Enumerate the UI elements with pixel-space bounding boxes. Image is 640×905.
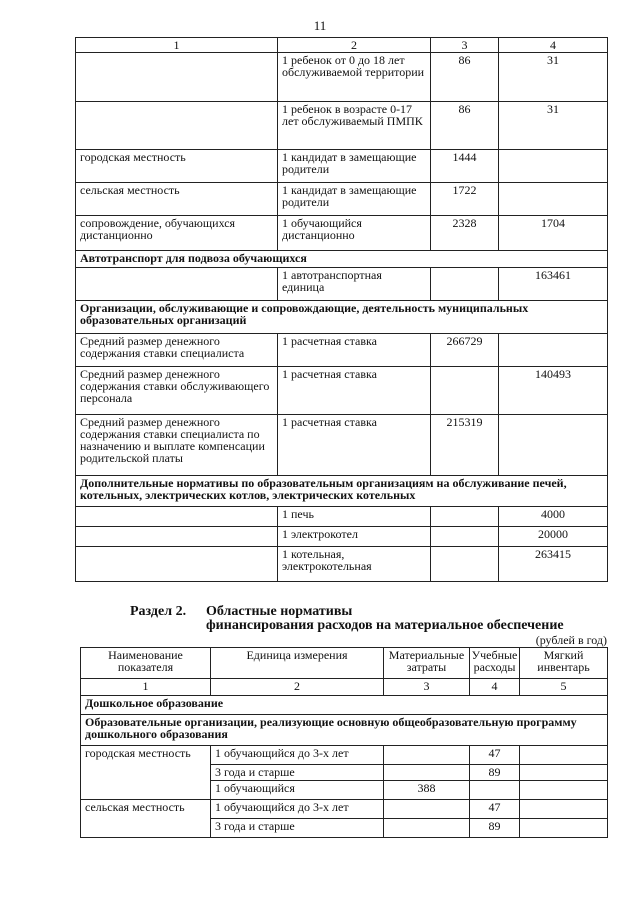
value-cell: 266729 bbox=[431, 334, 499, 367]
header-cell: 4 bbox=[499, 38, 608, 53]
value-cell bbox=[431, 547, 499, 582]
unit-cell: 1 кандидат в замещающие родители bbox=[278, 150, 431, 183]
section-title bbox=[130, 605, 564, 633]
value-cell bbox=[384, 765, 470, 781]
value-cell bbox=[499, 150, 608, 183]
value-cell: 2328 bbox=[431, 216, 499, 251]
section-row bbox=[76, 251, 608, 268]
indicator-cell: сельская местность bbox=[76, 183, 278, 216]
header-cell: Наименование показателя bbox=[81, 648, 211, 679]
table-row bbox=[76, 216, 608, 251]
section-heading: Образовательные организации, реализующие основную общеобразовательную программу дошкольного образования bbox=[81, 715, 608, 746]
table-header-row bbox=[81, 648, 608, 679]
table-row bbox=[76, 507, 608, 527]
unit-cell: 1 ребенок от 0 до 18 лет обслуживаемой территории bbox=[278, 53, 431, 102]
value-cell: 20000 bbox=[499, 527, 608, 547]
value-cell bbox=[431, 268, 499, 301]
value-cell: 47 bbox=[470, 746, 520, 765]
section-title-line1: Областные нормативы bbox=[206, 604, 353, 619]
value-cell: 263415 bbox=[499, 547, 608, 582]
value-cell: 1444 bbox=[431, 150, 499, 183]
value-cell: 1722 bbox=[431, 183, 499, 216]
section-heading: Дошкольное образование bbox=[81, 696, 608, 715]
value-cell: 388 bbox=[384, 781, 470, 800]
table-header-row bbox=[76, 38, 608, 53]
value-cell: 47 bbox=[470, 800, 520, 819]
table-row bbox=[76, 334, 608, 367]
table-row bbox=[76, 150, 608, 183]
table-row bbox=[76, 367, 608, 415]
indicator-cell: Средний размер денежного содержания ставки специалиста по назначению и выплате компенсации родительской платы bbox=[76, 415, 278, 476]
value-cell: 1704 bbox=[499, 216, 608, 251]
value-cell: 31 bbox=[499, 102, 608, 150]
indicator-cell bbox=[76, 53, 278, 102]
material-norms-table bbox=[80, 647, 608, 838]
section-row bbox=[81, 696, 608, 715]
unit-cell: 1 печь bbox=[278, 507, 431, 527]
unit-cell: 1 расчетная ставка bbox=[278, 367, 431, 415]
section-number: Раздел 2. bbox=[130, 604, 187, 619]
column-number: 3 bbox=[384, 679, 470, 696]
header-cell: Мягкий инвентарь bbox=[520, 648, 608, 679]
value-cell: 163461 bbox=[499, 268, 608, 301]
indicator-cell: Средний размер денежного содержания ставки специалиста bbox=[76, 334, 278, 367]
value-cell bbox=[431, 507, 499, 527]
value-cell bbox=[384, 819, 470, 838]
section-row bbox=[76, 476, 608, 507]
column-number: 4 bbox=[470, 679, 520, 696]
unit-cell: 1 обучающийся до 3-х лет bbox=[211, 800, 384, 819]
column-number: 2 bbox=[211, 679, 384, 696]
header-cell: 3 bbox=[431, 38, 499, 53]
page-number: 11 bbox=[313, 18, 327, 33]
unit-cell: 1 ребенок в возрасте 0-17 лет обслуживаемый ПМПК bbox=[278, 102, 431, 150]
value-cell bbox=[520, 781, 608, 800]
indicator-cell bbox=[76, 268, 278, 301]
value-cell bbox=[520, 819, 608, 838]
indicator-cell bbox=[76, 102, 278, 150]
section-row bbox=[81, 715, 608, 746]
table-row bbox=[76, 183, 608, 216]
table-row bbox=[81, 746, 608, 765]
section-title-line2: финансирования расходов на материальное обеспечение bbox=[206, 618, 564, 633]
value-cell bbox=[384, 746, 470, 765]
value-cell: 89 bbox=[470, 819, 520, 838]
value-cell: 31 bbox=[499, 53, 608, 102]
header-cell: 2 bbox=[278, 38, 431, 53]
value-cell: 4000 bbox=[499, 507, 608, 527]
unit-cell: 1 обучающийся дистанционно bbox=[278, 216, 431, 251]
value-cell: 89 bbox=[470, 765, 520, 781]
value-cell: 86 bbox=[431, 53, 499, 102]
unit-cell: 1 автотранспортная единица bbox=[278, 268, 431, 301]
column-number: 5 bbox=[520, 679, 608, 696]
table-row bbox=[81, 800, 608, 819]
unit-cell: 1 расчетная ставка bbox=[278, 415, 431, 476]
value-cell: 215319 bbox=[431, 415, 499, 476]
unit-cell: 1 котельная, электрокотельная bbox=[278, 547, 431, 582]
value-cell bbox=[499, 334, 608, 367]
section-heading: Автотранспорт для подвоза обучающихся bbox=[76, 251, 608, 268]
value-cell bbox=[431, 527, 499, 547]
indicator-cell bbox=[76, 547, 278, 582]
value-cell bbox=[384, 800, 470, 819]
section-row bbox=[76, 301, 608, 334]
unit-cell: 1 кандидат в замещающие родители bbox=[278, 183, 431, 216]
value-cell bbox=[520, 765, 608, 781]
table-row bbox=[76, 53, 608, 102]
unit-cell: 3 года и старше bbox=[211, 765, 384, 781]
unit-note: (рублей в год) bbox=[535, 633, 607, 647]
header-cell: Учебные расходы bbox=[470, 648, 520, 679]
value-cell bbox=[520, 746, 608, 765]
unit-cell: 1 электрокотел bbox=[278, 527, 431, 547]
norms-table bbox=[75, 37, 608, 582]
indicator-cell bbox=[76, 527, 278, 547]
section-heading: Организации, обслуживающие и сопровождающие, деятельность муниципальных образовательных организаций bbox=[76, 301, 608, 334]
indicator-cell bbox=[76, 507, 278, 527]
header-cell: Единица измерения bbox=[211, 648, 384, 679]
indicator-cell: городская местность bbox=[76, 150, 278, 183]
unit-cell: 3 года и старше bbox=[211, 819, 384, 838]
header-cell: Материальные затраты bbox=[384, 648, 470, 679]
value-cell: 140493 bbox=[499, 367, 608, 415]
value-cell: 86 bbox=[431, 102, 499, 150]
table-row bbox=[76, 547, 608, 582]
indicator-cell: Средний размер денежного содержания ставки обслуживающего персонала bbox=[76, 367, 278, 415]
section-heading: Дополнительные нормативы по образовательным организациям на обслуживание печей, котельных, электрических котлов, электрических котельных bbox=[76, 476, 608, 507]
indicator-cell: сельская местность bbox=[81, 800, 211, 838]
value-cell bbox=[499, 183, 608, 216]
value-cell bbox=[499, 415, 608, 476]
column-number: 1 bbox=[81, 679, 211, 696]
table-row bbox=[76, 102, 608, 150]
value-cell bbox=[470, 781, 520, 800]
table-row bbox=[76, 527, 608, 547]
unit-cell: 1 обучающийся bbox=[211, 781, 384, 800]
value-cell bbox=[431, 367, 499, 415]
value-cell bbox=[520, 800, 608, 819]
indicator-cell: сопровождение, обучающихся дистанционно bbox=[76, 216, 278, 251]
unit-cell: 1 расчетная ставка bbox=[278, 334, 431, 367]
indicator-cell: городская местность bbox=[81, 746, 211, 800]
header-cell: 1 bbox=[76, 38, 278, 53]
column-numbers-row bbox=[81, 679, 608, 696]
table-row bbox=[76, 268, 608, 301]
table-row bbox=[76, 415, 608, 476]
unit-cell: 1 обучающийся до 3-х лет bbox=[211, 746, 384, 765]
